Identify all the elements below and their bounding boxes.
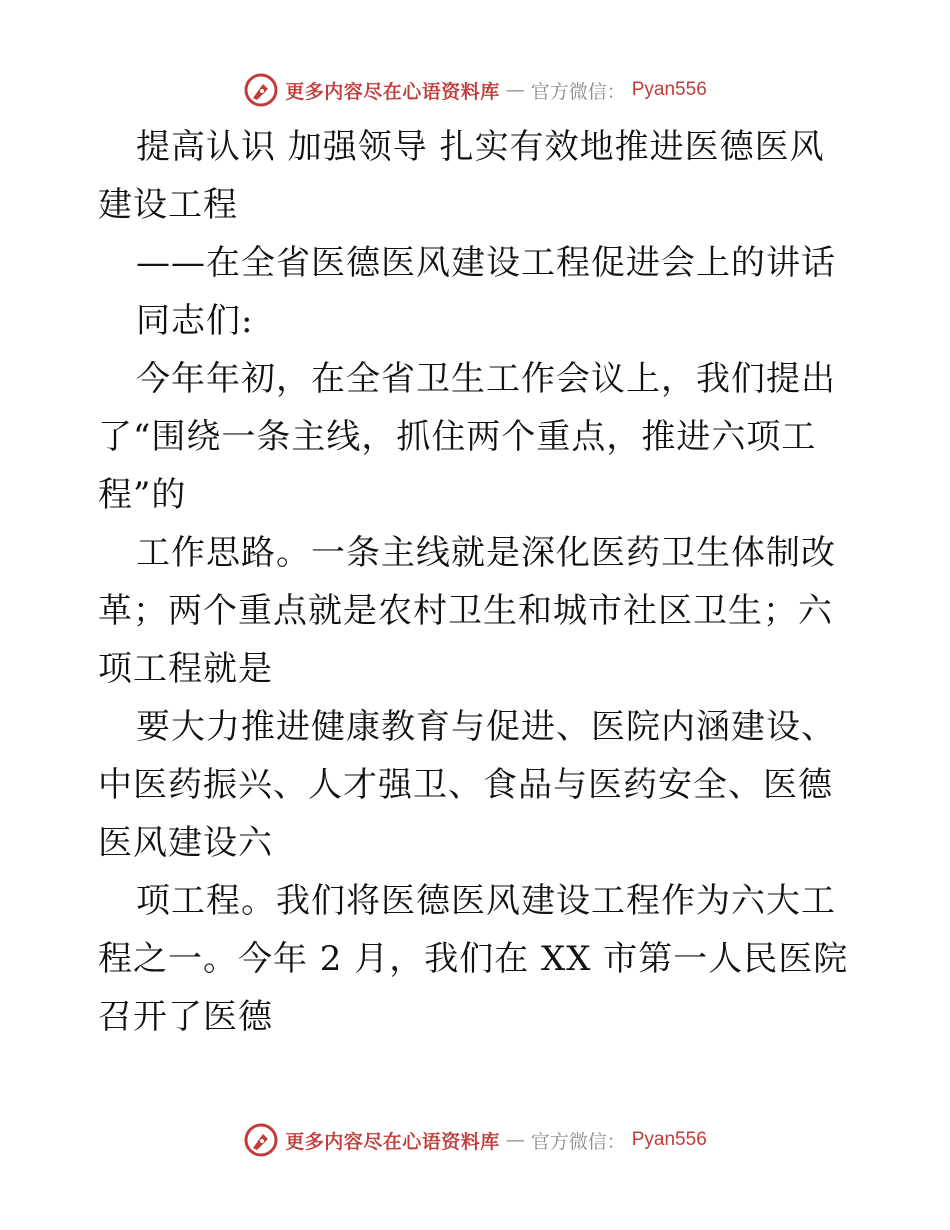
paragraph-body: 今年年初，在全省卫生工作会议上，我们提出了“围绕一条主线，抓住两个重点，推进六项工程”的 bbox=[98, 359, 836, 515]
watermark-sub-text: 官方微信： bbox=[530, 80, 626, 103]
watermark-account: Pyan556 bbox=[631, 79, 707, 100]
watermark-banner-bottom bbox=[0, 1120, 950, 1160]
watermark-account: Pyan556 bbox=[631, 1129, 707, 1150]
watermark-banner-top bbox=[0, 70, 950, 110]
watermark-main-text: 更多内容尽在心语资料库 bbox=[285, 1130, 500, 1153]
document-body bbox=[98, 118, 858, 1046]
paragraph-subtitle: ——在全省医德医风建设工程促进会上的讲话 bbox=[136, 243, 836, 283]
paragraph-body: 工作思路。一条主线就是深化医药卫生体制改革；两个重点就是农村卫生和城市社区卫生；六项工程就是 bbox=[98, 533, 836, 689]
paragraph-title: 提高认识 加强领导 扎实有效地推进医德医风建设工程 bbox=[98, 127, 825, 225]
paragraph-body: 项工程。我们将医德医风建设工程作为六大工程之一。今年 2 月，我们在 XX 市第一人民医院召开了医德 bbox=[98, 881, 849, 1037]
pen-nib-circle-icon bbox=[243, 1122, 279, 1158]
pen-nib-circle-icon bbox=[243, 72, 279, 108]
watermark-main-text: 更多内容尽在心语资料库 bbox=[285, 80, 500, 103]
paragraph-body: 要大力推进健康教育与促进、医院内涵建设、中医药振兴、人才强卫、食品与医药安全、医德医风建设六 bbox=[98, 707, 836, 863]
watermark-separator: — bbox=[505, 79, 525, 101]
watermark-sub-text: 官方微信： bbox=[530, 1130, 626, 1153]
paragraph-salutation: 同志们: bbox=[136, 301, 254, 341]
watermark-separator: — bbox=[505, 1129, 525, 1151]
